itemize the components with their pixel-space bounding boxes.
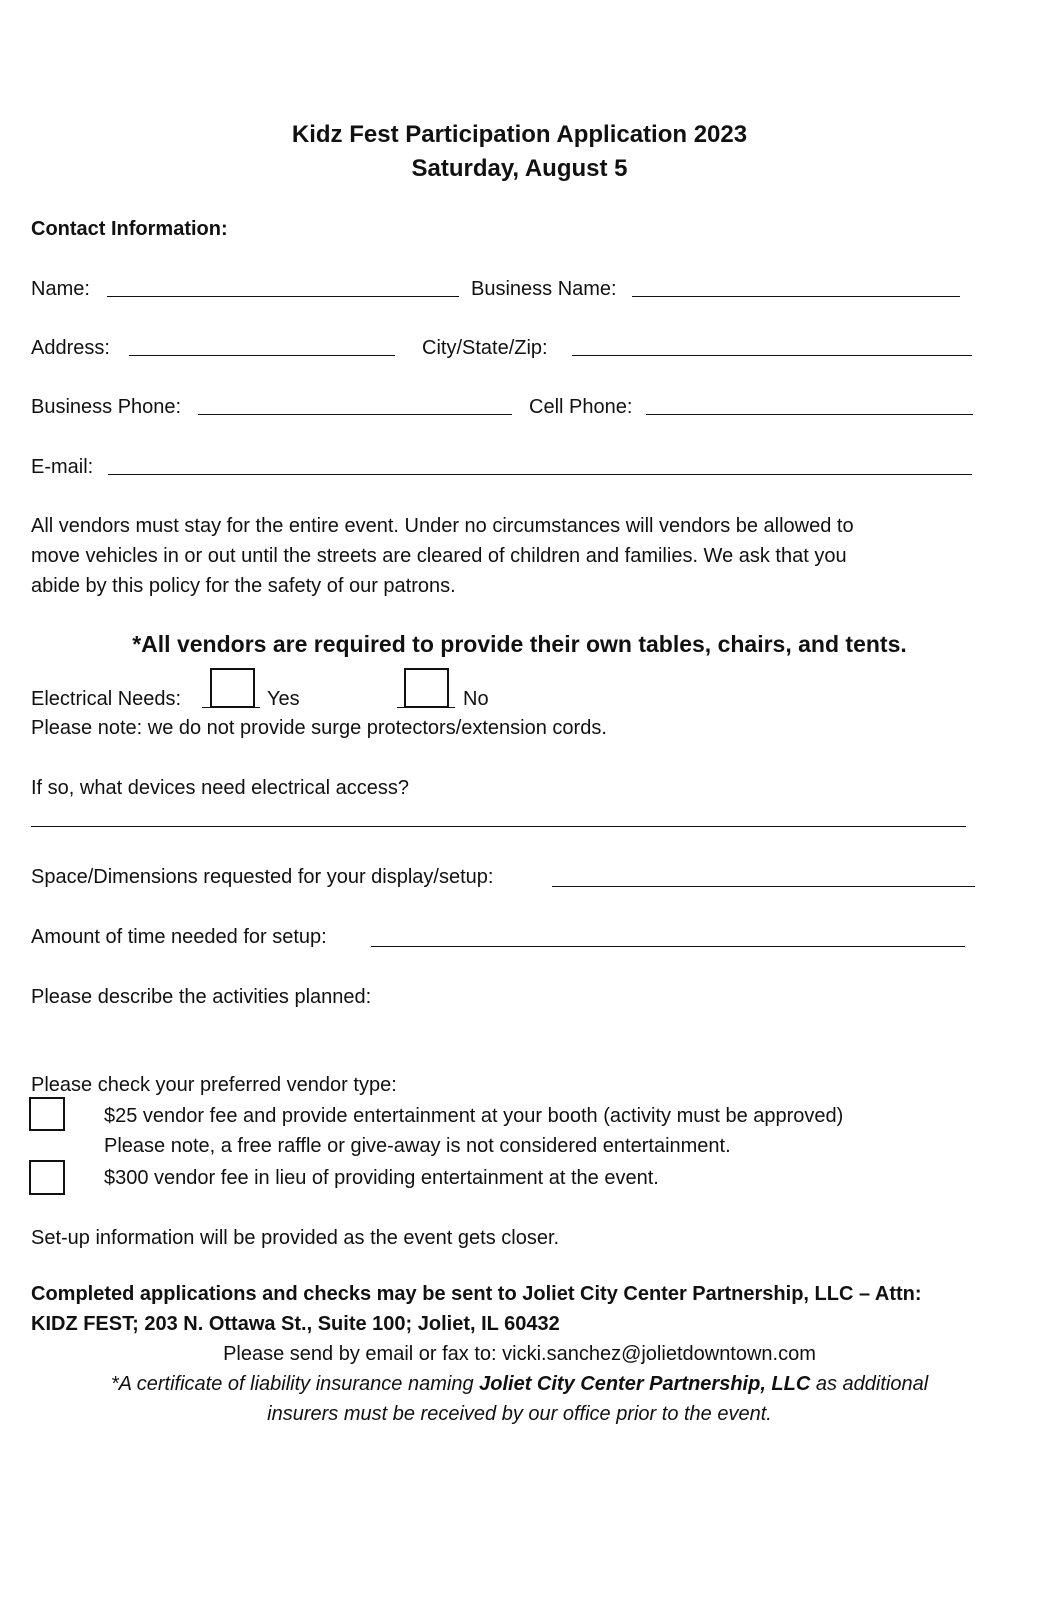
space-field[interactable] <box>552 886 975 887</box>
electrical-no-label: No <box>463 688 489 710</box>
policy-line-1: All vendors must stay for the entire event. Under no circumstances will vendors be allowed to <box>31 515 854 537</box>
email-field[interactable] <box>108 474 972 475</box>
business-phone-field[interactable] <box>198 414 512 415</box>
insurance-text-pre: *A certificate of liability insurance naming <box>110 1373 480 1395</box>
business-phone-label: Business Phone: <box>31 396 182 418</box>
vendor-type-heading: Please check your preferred vendor type: <box>31 1074 397 1096</box>
activities-label: Please describe the activities planned: <box>31 986 372 1008</box>
insurance-line-2: insurers must be received by our office prior to the event. <box>267 1403 772 1425</box>
mailing-line-1: Completed applications and checks may be sent to Joliet City Center Partnership, LLC – Attn: <box>31 1283 922 1305</box>
setup-info: Set-up information will be provided as the event gets closer. <box>31 1227 560 1249</box>
cell-phone-field[interactable] <box>646 414 973 415</box>
city-state-zip-field[interactable] <box>572 355 972 356</box>
vendor-option-2-checkbox[interactable] <box>29 1160 65 1195</box>
address-label: Address: <box>31 337 110 359</box>
policy-line-3: abide by this policy for the safety of our patrons. <box>31 575 456 597</box>
vendor-option-1-checkbox[interactable] <box>29 1097 65 1131</box>
electrical-no-checkbox[interactable] <box>404 668 449 708</box>
insurance-text-post: as additional <box>810 1373 929 1395</box>
electrical-label: Electrical Needs: <box>31 688 182 710</box>
name-label: Name: <box>31 278 90 300</box>
electrical-yes-label: Yes <box>267 688 300 710</box>
business-name-label: Business Name: <box>471 278 617 300</box>
policy-line-2: move vehicles in or out until the streets are cleared of children and families. We ask that you <box>31 545 847 567</box>
setup-time-label: Amount of time needed for setup: <box>31 926 327 948</box>
contact-heading: Contact Information: <box>31 218 228 240</box>
electrical-note: Please note: we do not provide surge protectors/extension cords. <box>31 717 607 739</box>
cell-phone-label: Cell Phone: <box>529 396 633 418</box>
space-label: Space/Dimensions requested for your display/setup: <box>31 866 494 888</box>
setup-time-field[interactable] <box>371 946 965 947</box>
mailing-line-2: KIDZ FEST; 203 N. Ottawa St., Suite 100; Joliet, IL 60432 <box>31 1313 560 1335</box>
vendor-option-2-text: $300 vendor fee in lieu of providing entertainment at the event. <box>104 1167 659 1189</box>
insurance-line-1 <box>0 1372 1039 1396</box>
devices-question: If so, what devices need electrical access? <box>31 777 409 799</box>
insurance-text-bold: Joliet City Center Partnership, LLC <box>479 1373 811 1395</box>
form-title: Kidz Fest Participation Application 2023 <box>291 121 748 148</box>
name-field[interactable] <box>107 296 459 297</box>
address-field[interactable] <box>129 355 395 356</box>
devices-field[interactable] <box>31 826 966 827</box>
vendor-option-1-note: Please note, a free raffle or give-away is not considered entertainment. <box>104 1135 731 1157</box>
email-fax-line: Please send by email or fax to: vicki.sanchez@jolietdowntown.com <box>223 1343 816 1365</box>
event-date: Saturday, August 5 <box>411 155 628 182</box>
business-name-field[interactable] <box>632 296 960 297</box>
electrical-yes-checkbox[interactable] <box>210 668 255 708</box>
city-state-zip-label: City/State/Zip: <box>422 337 548 359</box>
equipment-notice: *All vendors are required to provide their own tables, chairs, and tents. <box>132 631 907 657</box>
vendor-option-1-text: $25 vendor fee and provide entertainment at your booth (activity must be approved) <box>104 1105 844 1127</box>
email-label: E-mail: <box>31 456 94 478</box>
